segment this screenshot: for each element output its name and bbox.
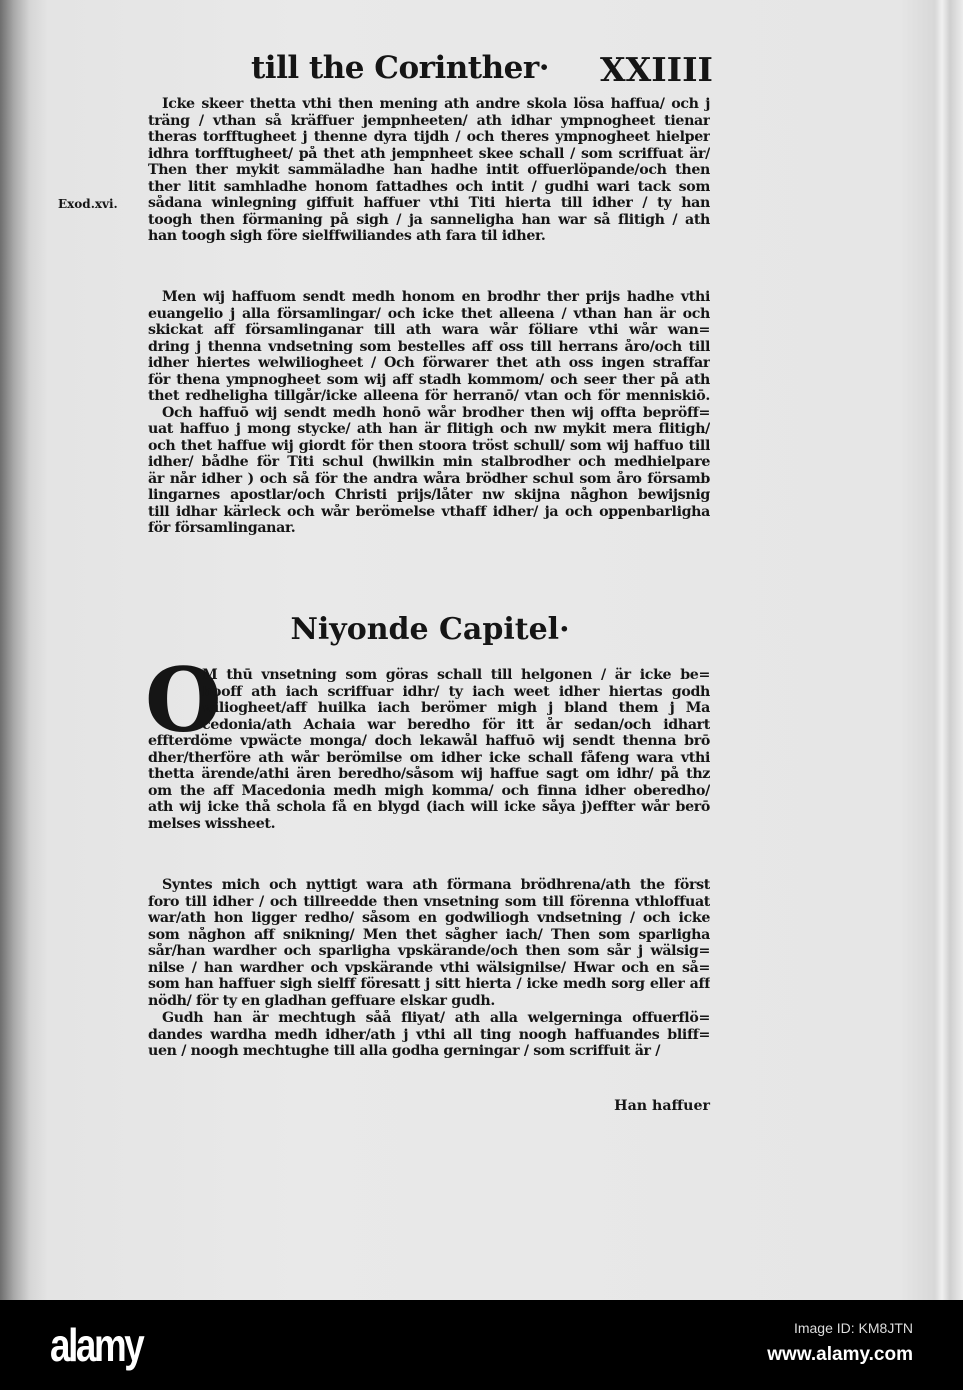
catchword: Han haffuer bbox=[614, 1098, 710, 1114]
text-line: idher/ bådhe för Titi schul (hwilkin min stalbrodher och medhielpare bbox=[148, 454, 710, 470]
text-line: om the aff Macedonia medh migh komma/ och finna idher oberedho/ bbox=[148, 782, 710, 799]
text-line: Syntes mich och nyttigt wara ath förmana brödhrena/ath the först bbox=[162, 877, 710, 893]
text-line: thet redheligha tillgår/icke alleena för herranō/ vtan och för menniskiō. bbox=[148, 388, 710, 404]
text-line: cedonia/ath Achaia war beredho för itt år sedan/och idhart bbox=[202, 716, 710, 733]
image-id: Image ID: KM8JTN bbox=[793, 1320, 913, 1336]
text-line: för thena ympnogheet som wij aff stadh kommom/ och seer ther på ath bbox=[148, 371, 710, 388]
text-line: uen / noogh mechtughe till alla godha gerningar / som scriffuit är / bbox=[148, 1043, 661, 1059]
text-line: nödh/ för ty en gladhan geffuare elskar gudh. bbox=[148, 992, 495, 1009]
text-line: som någhon aff snikning/ Men thet sågher iach/ Then som sparligha bbox=[148, 926, 710, 943]
text-line: ther litit samhladhe honom fattadhes och intit / gudhi wari tack som bbox=[148, 178, 710, 195]
text-line: Och haffuō wij sendt medh honō wår brodher then wij offta bepröff= bbox=[162, 404, 710, 421]
text-line: Icke skeer thetta vthi then mening ath andre skola lösa haffua/ och j bbox=[162, 96, 710, 112]
text-line: Then ther mykit sammäladhe han hadhe intit offuerlöpande/och then bbox=[148, 162, 710, 178]
paragraph-3 bbox=[148, 667, 710, 832]
paragraph-2 bbox=[148, 289, 710, 537]
text-line: dring j thenna vndsetning som bestelles aff oss till herrans åro/och till bbox=[148, 338, 710, 355]
text-line: idhra torfftugheet/ på thet ath jempnheet skee schall / som scriffuat är/ bbox=[148, 145, 710, 162]
text-line: uat haffuo j mong stycke/ ath han är flitigh och nw mykit mera flitigh/ bbox=[148, 421, 710, 437]
text-line: lingarnes apostlar/och Christi prijs/låter nw skijna någhon bewijsnig bbox=[148, 487, 710, 503]
alamy-logo: alamy bbox=[50, 1319, 143, 1371]
text-line: M thū vnsetning som göras schall till helgonen / är icke be= bbox=[202, 667, 710, 683]
text-line: som han haffuer sigh sielff föresatt j sitt hierta / icke medh sorg eller aff bbox=[148, 976, 710, 992]
text-line: euangelio j alla församlingar/ och icke thet alleena / vthan han är och bbox=[148, 305, 710, 322]
paragraph-1 bbox=[148, 96, 710, 245]
text-line: foro till idher / och tillreedde then vnsetning som till förenna vthloffuat bbox=[148, 893, 710, 910]
text-line: dandes wardha medh idher/ath j vthi all ting noogh haffuandes bliff= bbox=[148, 1026, 710, 1043]
margin-note: Exod.xvi. bbox=[58, 197, 118, 211]
text-line: Gudh han är mechtugh såå fliyat/ ath alla welgerninga offuerflö= bbox=[162, 1010, 710, 1026]
text-line: thetta ärende/athi ären beredho/såsom wij haffue sagt om idhr/ på thz bbox=[148, 766, 710, 782]
text-line: effterdöme vpwäcte monga/ doch lekawål haffuō wij sendt thenna brō bbox=[148, 733, 710, 749]
paragraph-4 bbox=[148, 877, 710, 1009]
text-line: hooff ath iach scriffuar idhr/ ty iach weet idher hiertas godh bbox=[202, 683, 710, 700]
text-line: han toogh sigh före sielffwiliandes ath fara til idher. bbox=[148, 228, 546, 244]
text-line: och thet haffue wij giordt för then stoora tröst schull/ som wij haffuo till bbox=[148, 437, 710, 454]
text-line: sådana winlegning giffuit haffuer vthi Titi hierta till idher / ty han bbox=[148, 195, 710, 211]
text-line: ath wij icke thå schola få en blygd (iach will icke såya j)effter wår berō bbox=[148, 799, 710, 815]
text-line: dher/therföre ath wår berömilse om idher icke schall fåfeng wara vthi bbox=[148, 749, 710, 766]
running-title: till the Corinther· bbox=[250, 50, 550, 86]
text-line: träng / vthan så kräffuer jempnheeten/ ath idhar ympnogheet tienar bbox=[148, 112, 710, 129]
text-line: för församlinganar. bbox=[148, 520, 296, 536]
text-line: sår/han wardher och sparligha vpskärande/och then som sår j wälsig= bbox=[148, 943, 710, 959]
text-line: idher hiertes welwiliogheet / Och förwarer thet ath oss ingen straffar bbox=[148, 355, 710, 371]
chapter-heading: Niyonde Capitel· bbox=[290, 612, 570, 647]
paragraph-5 bbox=[148, 1010, 710, 1060]
site-url: www.alamy.com bbox=[767, 1344, 913, 1365]
folio-number: XXIIII bbox=[600, 50, 713, 89]
text-line: war/ath hon ligger redho/ såsom en godwiliogh vndsetning / och icke bbox=[148, 910, 710, 926]
text-line: nilse / han wardher och vpskärande vthi wälsignilse/ Hwar och en så= bbox=[148, 959, 710, 976]
text-line: wiliogheet/aff huilka iach berömer migh j bland them j Ma bbox=[202, 700, 710, 716]
text-line: är når idher ) och så för the andra wåra brödher schul som åro församb bbox=[148, 470, 710, 487]
text-line: melses wisshеet. bbox=[148, 815, 276, 832]
text-line: theras torfftugheet j thenne dyra tijdh / och theres ympnogheet hielper bbox=[148, 129, 710, 145]
text-line: Men wij haffuom sendt medh honom en brodhr ther prijs hadhe vthi bbox=[162, 289, 710, 305]
watermark-bar bbox=[0, 1300, 963, 1390]
text-line: toogh then förmaning på sigh / ja sanneligha han war så flitigh / ath bbox=[148, 211, 710, 228]
text-line: till idhar kärleck och wår berömelse vthaff idher/ ja och oppenbarligha bbox=[148, 503, 710, 520]
text-line: skickat aff församlinganar till ath wara wår föliare vthi wår wan= bbox=[148, 322, 710, 338]
drop-cap: O bbox=[145, 648, 222, 752]
